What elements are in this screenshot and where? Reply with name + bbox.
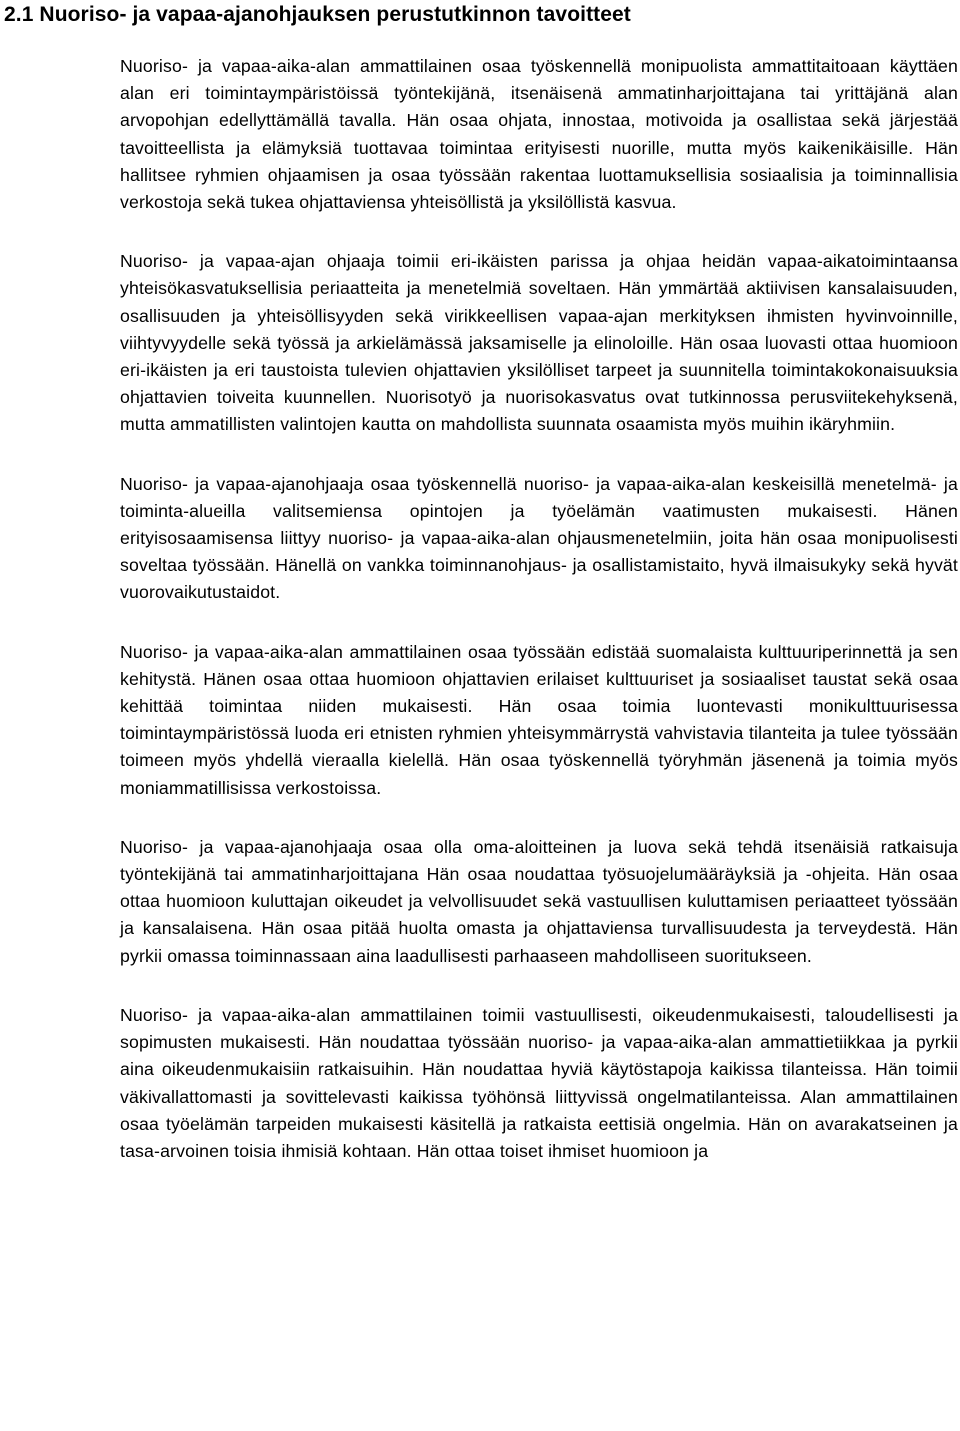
paragraph-5: Nuoriso- ja vapaa-ajanohjaaja osaa olla oma-aloitteinen ja luova sekä tehdä itsenäisiä ratkaisuja työntekijänä tai ammatinharjoittajana Hän osaa noudattaa työsuojelumääräyksiä ja -ohjeita. Hän osaa ottaa huomioon kuluttajan oikeudet ja velvollisuudet sekä vastuullisen kuluttamisen periaatteet työssään ja kansalaisena. Hän osaa pitää huolta omasta ja ohjattaviensa turvallisuudesta ja terveydestä. Hän pyrkii omassa toiminnassaan aina laadullisesti parhaaseen mahdolliseen suoritukseen. (120, 836, 958, 966)
paragraph-1: Nuoriso- ja vapaa-aika-alan ammattilainen osaa työskennellä monipuolista ammattitaitoaan käyttäen alan eri toimintaympäristöissä työntekijänä, itsenäisenä ammatinharjoittajana tai yrittäjänä alan arvopohjan edellyttämällä tavalla. Hän osaa ohjata, innostaa, motivoida ja osallistaa sekä järjestää tavoitteellista ja elämyksiä tuottavaa toimintaa erityisesti nuorille, mutta myös kaikenikäisille. Hän hallitsee ryhmien ohjaamisen ja osaa työssään rakentaa luottamuksellisia sosiaalisia ja toiminnallisia verkostoja sekä tukea ohjattaviensa yhteisöllistä ja yksilöllistä kasvua. (120, 56, 958, 213)
paragraph-4: Nuoriso- ja vapaa-aika-alan ammattilainen osaa työssään edistää suomalaista kulttuuriperinnettä ja sen kehitystä. Hänen osaa ottaa huomioon ohjattavien erilaiset kulttuuriset ja sosiaaliset taustat sekä osaa kehittää toimintaa niiden mukaisesti. Hän osaa toimia luontevasti monikulttuurisessa toimintaympäristössä luoda eri etnisten ryhmien yhteisymmärrystä vahvistavia tilanteita ja tulee työssään toimeen myös yhdellä vieraalla kielellä. Hän osaa työskennellä työryhmän jäsenenä ja toimia myös moniammatillisissa verkostoissa. (120, 641, 958, 798)
paragraph-3: Nuoriso- ja vapaa-ajanohjaaja osaa työskennellä nuoriso- ja vapaa-aika-alan keskeisillä menetelmä- ja toiminta-alueilla valitsemiensa opintojen ja työelämän vaatimusten mukaisesti. Hänen erityisosaamisensa liittyy nuoriso- ja vapaa-aika-alan ohjausmenetelmiin, joita hän osaa monipuolisesti soveltaa työssään. Hänellä on vankka toiminnanohjaus- ja osallistamistaito, hyvä ilmaisukyky sekä hyvät vuorovaikutustaidot. (120, 473, 958, 603)
section-heading: 2.1 Nuoriso- ja vapaa-ajanohjauksen perustutkinnon tavoitteet (4, 3, 631, 26)
paragraph-6: Nuoriso- ja vapaa-aika-alan ammattilainen toimii vastuullisesti, oikeudenmukaisesti, taloudellisesti ja sopimusten mukaisesti. Hän noudattaa työssään nuoriso- ja vapaa-aika-alan ammattietiikkaa ja pyrkii aina oikeudenmukaisiin ratkaisuihin. Hän noudattaa hyviä käytöstapoja kaikissa tilanteissa. Hän toimii väkivallattomasti ja sovittelevasti kaikissa työhönsä liittyvissä ongelmatilanteissa. Alan ammattilainen osaa työelämän tarpeiden mukaisesti käsitellä ja ratkaista eettisiä ongelmia. Hän on avarakatseinen ja tasa-arvoinen toisia ihmisiä kohtaan. Hän ottaa toiset ihmiset huomioon ja (120, 1004, 958, 1161)
section-body (120, 53, 958, 1165)
paragraph-2: Nuoriso- ja vapaa-ajan ohjaaja toimii eri-ikäisten parissa ja ohjaa heidän vapaa-aikatoimintaansa yhteisökasvatuksellisia periaatteita ja menetelmiä soveltaen. Hän ymmärtää aktiivisen kansalaisuuden, osallisuuden ja yhteisöllisyyden sekä virikkeellisen vapaa-ajan merkityksen ihmisten hyvinvoinnille, viihtyvyydelle sekä työssä ja arkielämässä jaksamiselle ja elinoloille. Hän osaa luovasti ottaa huomioon eri-ikäisten ja eri taustoista tulevien ohjattavien yksilölliset tarpeet ja suunnitella toimintakokonaisuuksia ohjattavien toiveita kuunnellen. Nuorisotyö ja nuorisokasvatus ovat tutkinnossa perusviitekehyksenä, mutta ammatillisten valintojen kautta on mahdollista suunnata osaamista myös muihin ikäryhmiin. (120, 251, 958, 435)
